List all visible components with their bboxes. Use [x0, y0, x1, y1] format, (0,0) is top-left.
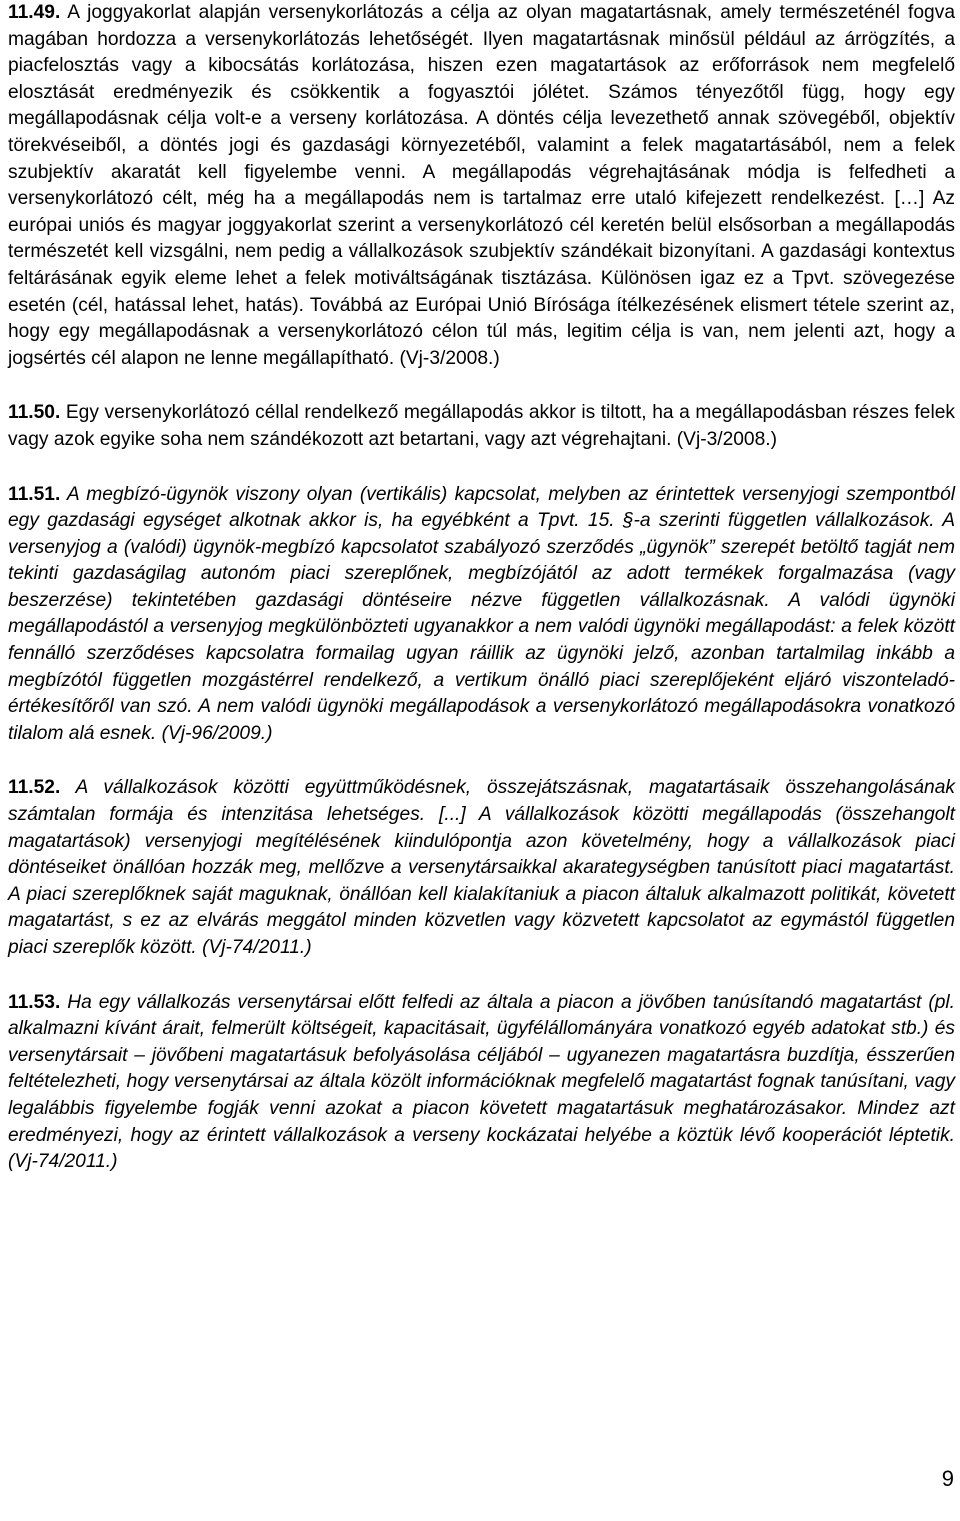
page-number: 9 — [941, 1466, 954, 1491]
paragraph-number: 11.51. — [8, 483, 61, 505]
paragraph-text-italic: A megbízó-ügynök viszony olyan (vertikális) kapcsolat, melyben az érintettek versenyjogi szempontból egy gazdasági egységet alkotnak akkor is, ha egyébként a Tpvt. 15. §-a szerinti független vállalkozások. — [8, 483, 955, 532]
document-body — [8, 0, 955, 1176]
paragraph-11-52 — [8, 775, 955, 961]
paragraph-text: Ha egy vállalkozás versenytársai előtt felfedi az általa a piacon a jövőben tanúsítandó magatartást (pl. alkalmazni kívánt árait, felmerült költségeit, kapacitásait, ügyfélállományára vonatkozó egyéb adatokat stb.) és versenytársait – jövőbeni magatartásuk befolyásolása céljából – ugyanezen magatartásra buzdítja, ésszerűen feltételezheti, hogy versenytársai az általa közölt információknak megfelelő magatartást fognak tanúsítani, vagy legalábbis figyelembe fogják venni azokat a piacon követett magatartásuk meghatározásakor. Mindez azt eredményezi, hogy az érintett vállalkozások a verseny kockázatai helyébe a köztük lévő kooperációt léptetik. (Vj-74/2011.) — [8, 991, 955, 1173]
paragraph-11-51 — [8, 482, 955, 748]
paragraph-11-53 — [8, 990, 955, 1176]
paragraph-number: 11.50. — [8, 402, 61, 424]
paragraph-text: [...] A vállalkozások közötti megállapodás (összehangolt magatartások) versenyjogi megítélésének kiindulópontja azon követelmény, hogy a vállalkozások piaci döntéseiket önállóan hozzák meg, mellőzve a versenytársaikkal akarategységben tanúsított piaci magatartást. A piaci szereplőknek saját maguknak, önállóan kell kialakítaniuk a piacon általuk alkalmazott politikát, követett magatartást, s ez az elvárás meggátol minden közvetlen vagy közvetett kapcsolatot az egymástól független piaci szereplők között. (Vj-74/2011.) — [8, 804, 956, 958]
paragraph-text-italic: A vállalkozások közötti együttműködésnek, összejátszásnak, magatartásaik összehangolásának számtalan formája és intenzitása lehetséges. — [8, 777, 955, 826]
paragraph-number: 11.49. — [8, 2, 61, 23]
paragraph-11-50 — [8, 400, 955, 453]
paragraph-text: Egy versenykorlátozó céllal rendelkező megállapodás akkor is tiltott, ha a megállapodásban részes felek vagy azok egyike soha nem szándékozott azt betartani, vagy azt végrehajtani. (Vj-3/2008.) — [8, 402, 955, 450]
paragraph-number: 11.53. — [8, 991, 61, 1013]
paragraph-number: 11.52. — [8, 777, 61, 799]
paragraph-text: A versenyjog a (valódi) ügynök-megbízó kapcsolatot szabályozó szerződés „ügynök” szerepét betöltő tagját nem tekinti gazdaságilag autonóm piaci szereplőnek, megbízójától az adott termékek forgalmazása (vagy beszerzése) tekintetében gazdasági döntéseire nézve független vállalkozásnak. A valódi ügynöki megállapodástól a versenyjog megkülönbözteti ugyanakkor a nem valódi ügynöki megállapodást: a felek között fennálló szerződéses kapcsolatra formailag ugyan ráillik az ügynöki jelző, azonban tartalmilag inkább a megbízótól független mozgástérrel rendelkező, a vertikum önálló piaci szereplőjeként eljáró viszonteladó-értékesítőről van szó. A nem valódi ügynöki megállapodások a versenykorlátozó megállapodásokra vonatkozó tilalom alá esnek. (Vj-96/2009.) — [8, 510, 955, 744]
paragraph-text: A joggyakorlat alapján versenykorlátozás a célja az olyan magatartásnak, amely természeténél fogva magában hordozza a versenykorlátozás lehetőségét. Ilyen magatartásnak minősül például az árrögzítés, a piacfelosztás vagy a kibocsátás korlátozása, hiszen ezen magatartások az erőforrások nem megfelelő elosztását eredményezik és csökkentik a fogyasztói jólétet. Számos tényezőtől függ, hogy egy megállapodásnak célja volt-e a verseny korlátozása. A döntés célja levezethető annak szövegéből, objektív törekvéseiből, a döntés jogi és gazdasági környezetéből, valamint a felek magatartásából, nem a felek szubjektív akaratát kell figyelembe venni. A megállapodás végrehajtásának módja is felfedheti a versenykorlátozó célt, még ha a megállapodás nem is tartalmaz erre utaló kifejezett rendelkezést. […] Az európai uniós és magyar joggyakorlat szerint a versenykorlátozó cél keretén belül elsősorban a megállapodás természetét kell vizsgálni, nem pedig a vállalkozások szubjektív szándékait bizonyítani. A gazdasági kontextus feltárásának egyik eleme lehet a felek motiváltságának tisztázása. Különösen igaz ez a Tpvt. szövegezése esetén (cél, hatással lehet, hatás). Továbbá az Európai Unió Bírósága ítélkezésének elismert tétele szerint az, hogy egy megállapodásnak a versenykorlátozó célon túl más, legitim célja is van, nem jelenti azt, hogy a jogsértés cél alapon ne lenne megállapítható. (Vj-3/2008.) — [8, 2, 955, 369]
paragraph-11-49 — [8, 0, 955, 372]
